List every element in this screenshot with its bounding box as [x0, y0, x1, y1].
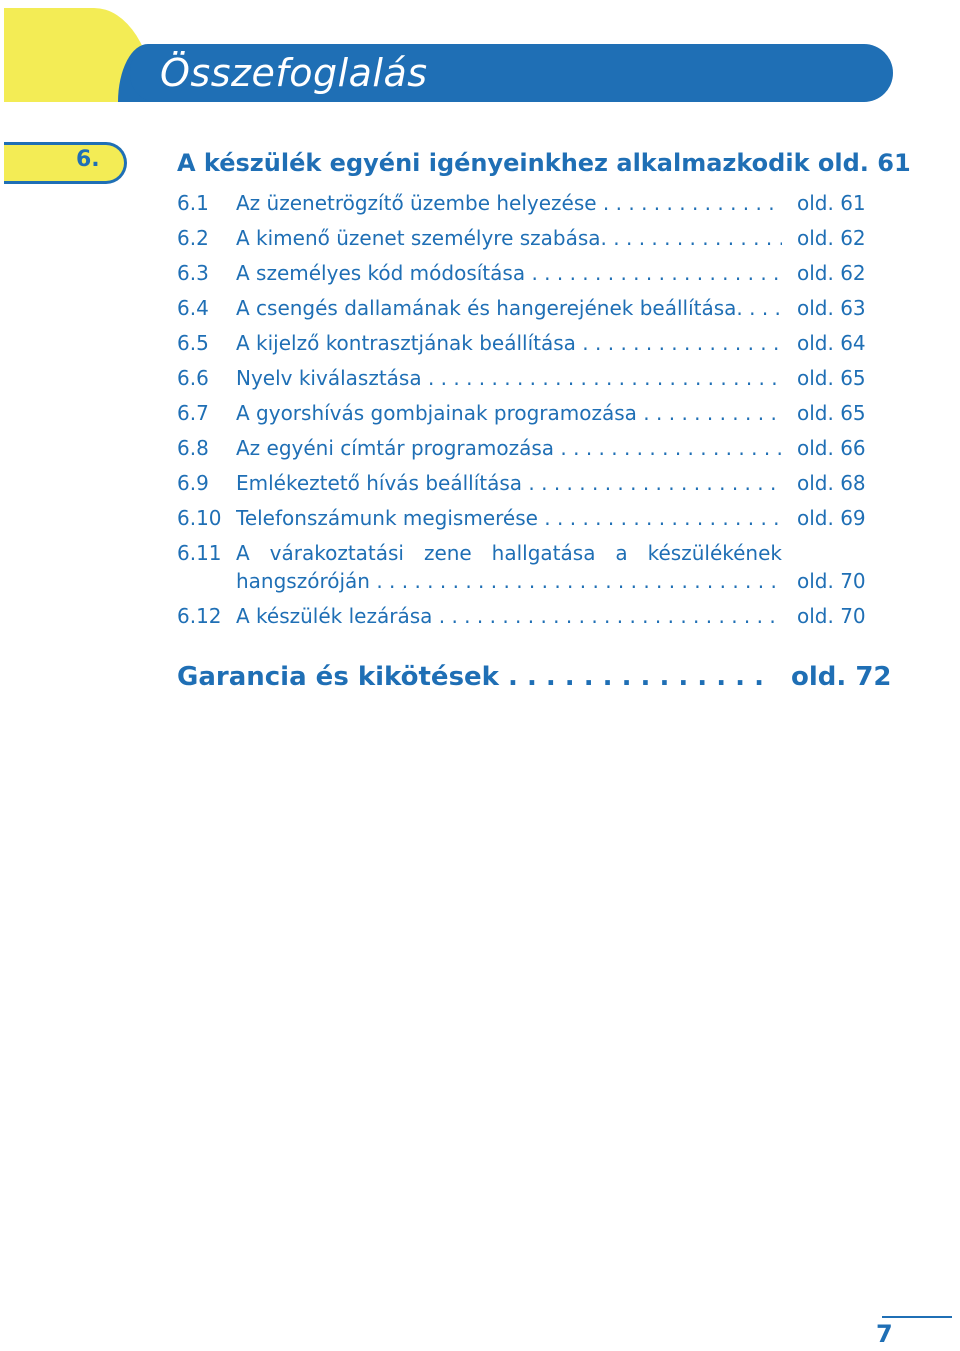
- toc-item-title-continued: hangszóróján . . .: [236, 564, 782, 599]
- toc-item-number: 6.8: [177, 436, 209, 460]
- toc-item-title: Nyelv kiválasztása . . .: [236, 361, 782, 396]
- toc-item-6-5[interactable]: [177, 326, 877, 361]
- toc-item-6-3[interactable]: [177, 256, 877, 291]
- toc-item-6-6[interactable]: [177, 361, 877, 396]
- toc-item-page: old. 68: [797, 471, 866, 495]
- toc-item-title: A személyes kód módosítása . . .: [236, 256, 782, 291]
- toc-item-title: Garancia és kikötések . . .: [177, 658, 773, 696]
- toc-item-page: old. 70: [797, 569, 866, 593]
- toc-item-6-12[interactable]: [177, 599, 877, 634]
- toc-item-page: old. 64: [797, 331, 866, 355]
- toc-item-title: Az egyéni címtár programozása . . .: [236, 431, 782, 466]
- toc-item-number: 6.2: [177, 226, 209, 250]
- toc-item-6-11[interactable]: [177, 536, 877, 599]
- toc-item-title: Emlékeztető hívás beállítása . . .: [236, 466, 782, 501]
- toc-item-number: 6.5: [177, 331, 209, 355]
- toc-item-page: old. 61: [797, 191, 866, 215]
- toc-item-page: old. 69: [797, 506, 866, 530]
- toc-item-number: 6.10: [177, 506, 222, 530]
- chapter-tab: [4, 142, 127, 184]
- toc-item-number: 6.3: [177, 261, 209, 285]
- chapter-heading[interactable]: A készülék egyéni igényeinkhez alkalmazkodik old. 61: [177, 149, 911, 177]
- toc-item-number: 6.4: [177, 296, 209, 320]
- toc-item-6-4[interactable]: [177, 291, 877, 326]
- toc-item-title: A csengés dallamának és hangerejének beállítása. . . .: [236, 291, 782, 326]
- toc-item-number: 6.11: [177, 541, 222, 565]
- toc-item-6-7[interactable]: [177, 396, 877, 431]
- toc-item-page: old. 65: [797, 366, 866, 390]
- page-title: Összefoglalás: [160, 51, 428, 95]
- toc-item-title: A gyorshívás gombjainak programozása . . .: [236, 396, 782, 431]
- toc-item-page: old. 63: [797, 296, 866, 320]
- chapter-number: 6.: [76, 147, 100, 172]
- toc-item-number: 6.6: [177, 366, 209, 390]
- toc-item-page: old. 72: [791, 662, 892, 692]
- toc-item-title: A készülék lezárása . . .: [236, 599, 782, 634]
- toc-item-title: Telefonszámunk megismerése . . .: [236, 501, 782, 536]
- toc-item-title: A várakoztatási zene hallgatása a készülékének: [236, 541, 782, 565]
- toc-item-6-10[interactable]: [177, 501, 877, 536]
- toc-item-page: old. 65: [797, 401, 866, 425]
- toc-item-title: A kijelző kontrasztjának beállítása . . .: [236, 326, 782, 361]
- toc-item-number: 6.12: [177, 604, 222, 628]
- toc-item-warranty[interactable]: [177, 658, 892, 696]
- toc-item-title: A kimenő üzenet személyre szabása. . . .: [236, 221, 782, 256]
- table-of-contents: [177, 186, 877, 634]
- toc-item-page: old. 66: [797, 436, 866, 460]
- toc-item-title: Az üzenetrögzítő üzembe helyezése . . .: [236, 186, 782, 221]
- toc-item-6-1[interactable]: [177, 186, 877, 221]
- toc-item-page: old. 70: [797, 604, 866, 628]
- toc-item-number: 6.9: [177, 471, 209, 495]
- toc-item-6-8[interactable]: [177, 431, 877, 466]
- toc-item-number: 6.7: [177, 401, 209, 425]
- toc-item-page: old. 62: [797, 226, 866, 250]
- toc-item-6-2[interactable]: [177, 221, 877, 256]
- page-number: 7: [876, 1320, 893, 1348]
- toc-item-6-9[interactable]: [177, 466, 877, 501]
- toc-item-page: old. 62: [797, 261, 866, 285]
- toc-item-number: 6.1: [177, 191, 209, 215]
- footer-rule: [882, 1316, 952, 1318]
